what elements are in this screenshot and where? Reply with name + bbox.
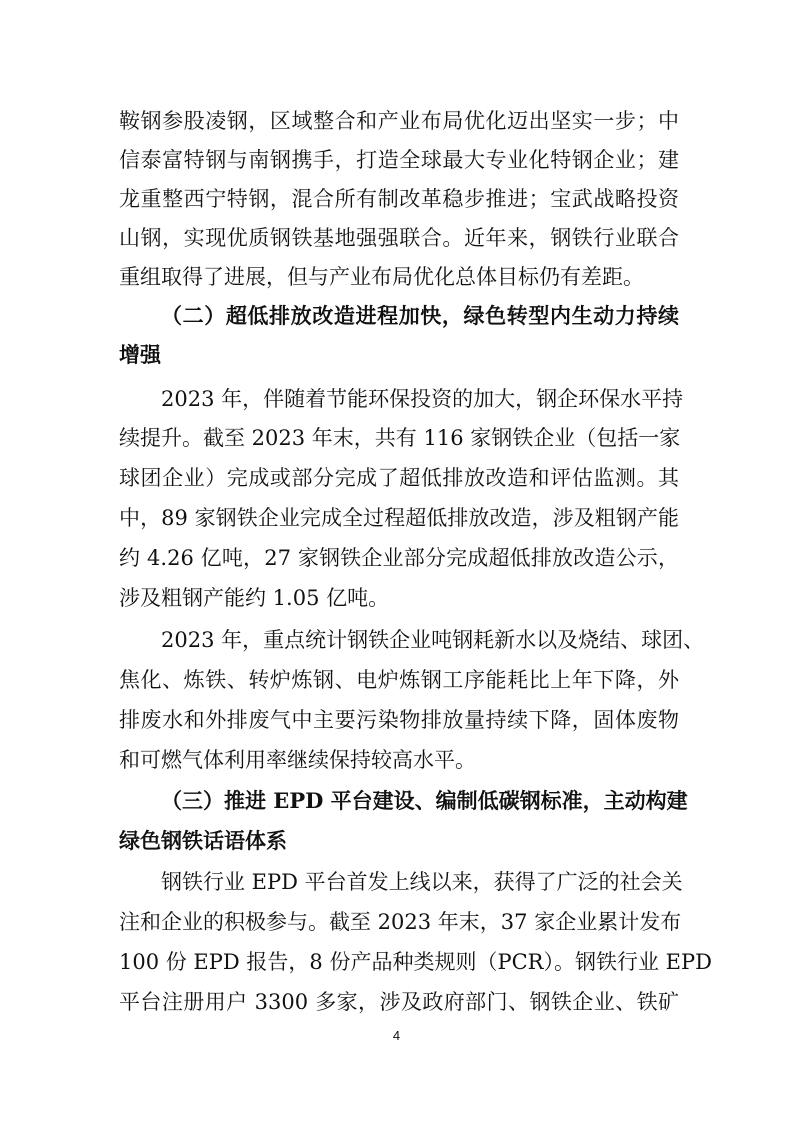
paragraph-line: 续提升。截至 2023 年末，共有 116 家钢铁企业（包括一家 xyxy=(119,426,681,450)
section-heading: 增强 xyxy=(119,342,161,367)
paragraph-line: 和可燃气体利用率继续保持较高水平。 xyxy=(119,748,476,772)
paragraph-line: 焦化、炼铁、转炉炼钢、电炉炼钢工序能耗比上年下降，外 xyxy=(119,668,679,692)
paragraph-line: 龙重整西宁特钢，混合所有制改革稳步推进；宝武战略投资 xyxy=(119,187,679,211)
paragraph-line: 鞍钢参股凌钢，区域整合和产业布局优化迈出坚实一步；中 xyxy=(119,109,679,133)
page-number: 4 xyxy=(392,1028,401,1043)
paragraph-line: 钢铁行业 EPD 平台首发上线以来，获得了广泛的社会关 xyxy=(161,870,683,894)
paragraph-line: 平台注册用户 3300 多家，涉及政府部门、钢铁企业、铁矿 xyxy=(119,990,679,1014)
paragraph-line: 排废水和外排废气中主要污染物排放量持续下降，固体废物 xyxy=(119,708,679,732)
paragraph-line: 信泰富特钢与南钢携手，打造全球最大专业化特钢企业；建 xyxy=(119,148,679,172)
section-heading: （三）推进 EPD 平台建设、编制低碳钢标准，主动构建 xyxy=(161,788,688,813)
paragraph-line: 球团企业）完成或部分完成了超低排放改造和评估监测。其 xyxy=(119,466,679,490)
paragraph-line: 山钢，实现优质钢铁基地强强联合。近年来，钢铁行业联合 xyxy=(119,226,679,250)
paragraph-line: 中，89 家钢铁企业完成全过程超低排放改造，涉及粗钢产能 xyxy=(119,506,679,530)
paragraph-line: 注和企业的积极参与。截至 2023 年末，37 家企业累计发布 xyxy=(119,910,682,934)
paragraph-line: 2023 年，重点统计钢铁企业吨钢耗新水以及烧结、球团、 xyxy=(161,628,705,652)
section-heading: 绿色钢铁话语体系 xyxy=(119,828,287,853)
paragraph-line: 约 4.26 亿吨，27 家钢铁企业部分完成超低排放改造公示， xyxy=(119,546,679,570)
paragraph-line: 重组取得了进展，但与产业布局优化总体目标仍有差距。 xyxy=(119,265,644,289)
paragraph-line: 100 份 EPD 报告，8 份产品种类规则（PCR）。钢铁行业 EPD xyxy=(119,950,712,974)
paragraph-line: 涉及粗钢产能约 1.05 亿吨。 xyxy=(119,586,390,610)
paragraph-line: 2023 年，伴随着节能环保投资的加大，钢企环保水平持 xyxy=(161,387,684,411)
section-heading: （二）超低排放改造进程加快，绿色转型内生动力持续 xyxy=(161,303,679,328)
